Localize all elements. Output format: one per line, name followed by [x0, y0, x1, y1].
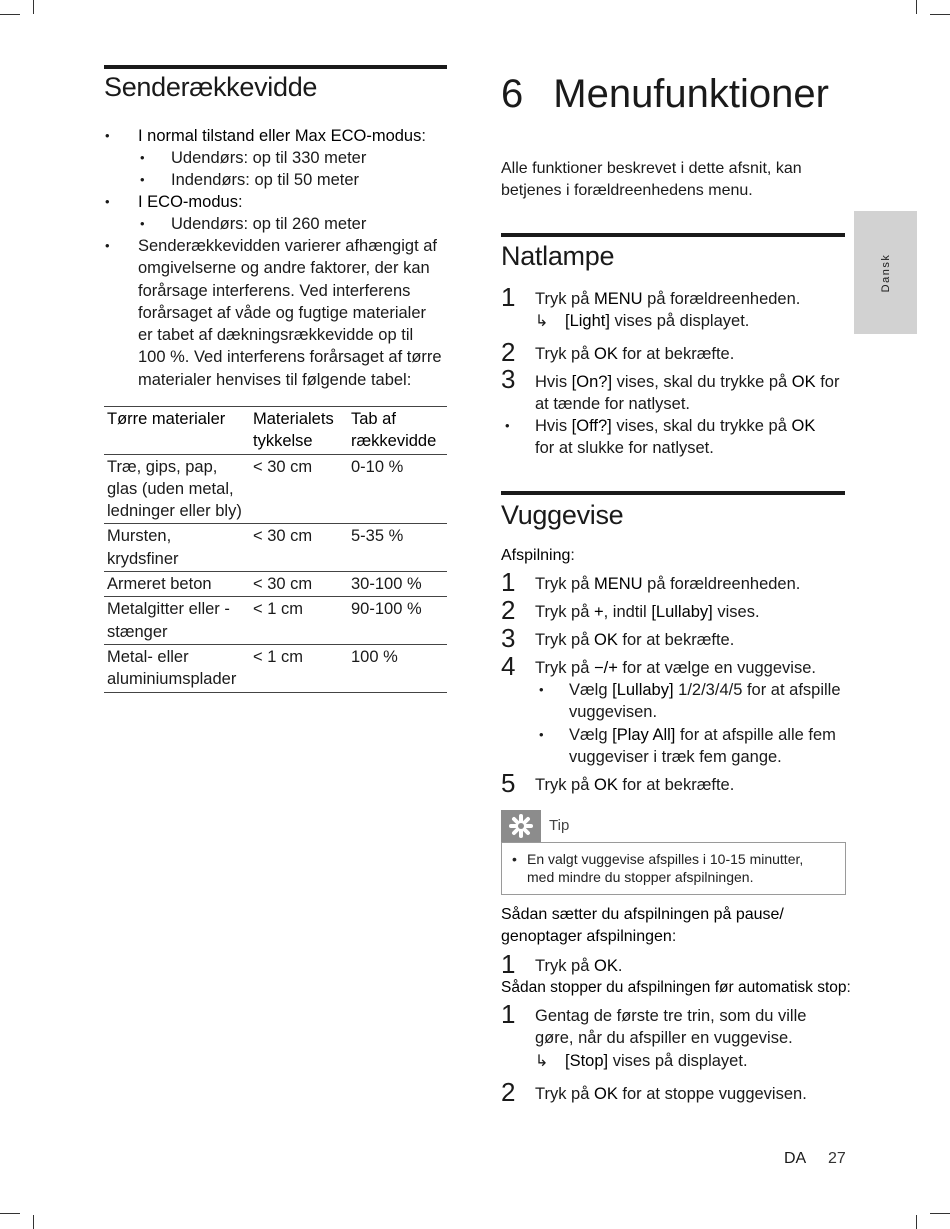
- bullet-dot: •: [105, 238, 110, 253]
- step-result: [Stop] vises på displayet.: [565, 1052, 748, 1070]
- paragraph-line: materialer henvises til følgende tabel:: [138, 370, 412, 389]
- crop-mark: [930, 14, 950, 15]
- step-number: 2: [501, 337, 516, 367]
- tip-icon: [501, 810, 541, 842]
- tip-header: [501, 810, 845, 842]
- table-cell: Metalgitter eller -stænger: [107, 600, 230, 641]
- paragraph-line: forårsage interferens. Ved interferens: [138, 281, 411, 300]
- section-heading-range: Senderækkevidde: [104, 72, 318, 102]
- step-number: 3: [501, 364, 516, 394]
- step-number: 5: [501, 768, 516, 798]
- table-cell: Armeret beton: [107, 575, 212, 594]
- table-row: [104, 644, 447, 692]
- crop-mark: [0, 14, 20, 15]
- result-arrow-icon: ↳: [535, 313, 549, 330]
- step-result: [Light] vises på displayet.: [565, 312, 750, 330]
- crop-mark: [33, 1215, 34, 1229]
- table-cell: 5-35 %: [351, 527, 404, 546]
- table-row: [104, 454, 447, 524]
- table-row: [104, 524, 447, 572]
- subheading-playback: Afspilning:: [501, 547, 575, 564]
- crop-mark: [916, 0, 917, 14]
- table-cell: 100 %: [351, 647, 398, 666]
- chapter-intro: [501, 158, 802, 203]
- step-text: Tryk på OK for at bekræfte.: [535, 631, 735, 649]
- table-cell: Metal- eller aluminiumsplader: [107, 647, 237, 689]
- section-rule: [501, 491, 845, 495]
- paragraph-line: er tabet af dækningsrækkevidde op til: [138, 326, 414, 345]
- step-number: 2: [501, 595, 516, 625]
- bullet-text: Hvis [Off?] vises, skal du trykke på OK for at slukke for natlyset.: [535, 417, 816, 458]
- step-number: 4: [501, 651, 516, 681]
- sub-bullet-dot: •: [140, 150, 145, 165]
- intro-line: betjenes i forældreenhedens menu.: [501, 182, 753, 200]
- step-text: Tryk på MENU på forældreenheden.: [535, 575, 801, 593]
- section-heading-nightlight: Natlampe: [501, 241, 615, 271]
- table-header: Tab af rækkevidde: [351, 410, 437, 451]
- step-text: Tryk på OK.: [535, 957, 623, 975]
- table-cell: 0-10 %: [351, 457, 404, 476]
- step-text: Tryk på +, indtil [Lullaby] vises.: [535, 603, 760, 621]
- sub-bullet-text: Vælg [Lullaby] 1/2/3/4/5 for at afspille vuggevisen.: [569, 681, 841, 722]
- table-cell: < 30 cm: [253, 527, 313, 546]
- chapter-number: 6: [501, 72, 524, 116]
- paragraph-line: forårsaget af våde og fugtige materialer: [138, 303, 427, 322]
- table-cell: < 1 cm: [253, 600, 303, 619]
- sub-bullet-dot: •: [140, 216, 145, 231]
- step-number: 2: [501, 1077, 516, 1107]
- crop-mark: [930, 1213, 950, 1214]
- step-text: Hvis [On?] vises, skal du trykke på OK for at tænde for natlyset.: [535, 373, 840, 414]
- step-number: 1: [501, 282, 516, 312]
- step-text: Tryk på OK for at bekræfte.: [535, 345, 735, 363]
- crop-mark: [916, 1215, 917, 1229]
- paragraph-line: omgivelserne og andre faktorer, der kan: [138, 259, 430, 278]
- table-cell: Træ, gips, pap, glas (uden metal, ledninger eller bly): [107, 457, 242, 521]
- table-cell: 30-100 %: [351, 575, 422, 594]
- table-header: Materialets tykkelse: [253, 410, 334, 451]
- step-number: 1: [501, 567, 516, 597]
- table-header: Tørre materialer: [107, 410, 226, 428]
- step-text: Tryk på OK for at stoppe vuggevisen.: [535, 1085, 807, 1103]
- step-number: 1: [501, 949, 516, 979]
- result-arrow-icon: ↳: [535, 1053, 549, 1070]
- section-heading-lullaby: Vuggevise: [501, 500, 624, 530]
- crop-mark: [33, 0, 34, 14]
- table-cell: Mursten, krydsfiner: [107, 527, 179, 568]
- bullet-eco-mode: I ECO-modus:: [138, 193, 243, 211]
- dry-materials-table: [104, 406, 447, 693]
- step-text: Tryk på MENU på forældreenheden.: [535, 290, 801, 308]
- step-number: 1: [501, 999, 516, 1029]
- step-text: Gentag de første tre trin, som du ville gøre, når du afspiller en vuggevise.: [535, 1007, 807, 1048]
- sub-bullet-dot: •: [539, 727, 544, 742]
- intro-line: Alle funktioner beskrevet i dette afsnit, kan: [501, 160, 802, 177]
- sub-bullet-eco-outdoor: Udendørs: op til 260 meter: [171, 215, 367, 233]
- subheading-stop: Sådan stopper du afspilningen før automatisk stop:: [501, 979, 851, 996]
- table-cell: < 30 cm: [253, 457, 313, 476]
- chapter-name: Menufunktioner: [553, 72, 829, 116]
- chapter-title: [501, 70, 829, 118]
- subheading-pause: Sådan sætter du afspilningen på pause/ genoptager afspilningen:: [501, 906, 784, 946]
- page-number: 27: [828, 1150, 846, 1167]
- sub-bullet-outdoor: Udendørs: op til 330 meter: [171, 149, 367, 167]
- sub-bullet-dot: •: [140, 172, 145, 187]
- step-text: Tryk på OK for at bekræfte.: [535, 776, 735, 794]
- paragraph-line: 100 %. Ved interferens forårsaget af tørre: [138, 348, 442, 367]
- paragraph-line: Senderækkevidden varierer afhængigt af: [138, 237, 438, 255]
- bullet-dot: •: [505, 418, 510, 433]
- bullet-dot: •: [105, 128, 110, 143]
- table-cell: < 1 cm: [253, 647, 303, 666]
- range-paragraph: [138, 235, 442, 391]
- step-number: 3: [501, 623, 516, 653]
- section-rule: [501, 233, 845, 237]
- table-header-row: [104, 407, 447, 455]
- bullet-normal-mode: I normal tilstand eller Max ECO-modus:: [138, 127, 426, 145]
- language-side-tab: [854, 211, 917, 334]
- table-cell: < 30 cm: [253, 575, 313, 594]
- sub-bullet-text: Vælg [Play All] for at afspille alle fem vuggeviser i træk fem gange.: [569, 726, 836, 767]
- tip-box: [501, 842, 846, 895]
- step-text: Tryk på −/+ for at vælge en vuggevise.: [535, 659, 816, 677]
- table-cell: 90-100 %: [351, 600, 422, 619]
- footer-language: DA: [784, 1150, 807, 1167]
- table-row: [104, 597, 447, 645]
- sub-bullet-dot: •: [539, 682, 544, 697]
- table-row: [104, 572, 447, 597]
- bullet-dot: •: [105, 194, 110, 209]
- tip-label: Tip: [549, 817, 570, 834]
- tip-text: • En valgt vuggevise afspilles i 10-15 minutter, med mindre du stopper afspilningen.: [512, 851, 804, 885]
- section-rule: [104, 65, 447, 69]
- language-side-tab-label: Dansk: [879, 253, 892, 292]
- sub-bullet-indoor: Indendørs: op til 50 meter: [171, 171, 360, 189]
- crop-mark: [0, 1213, 20, 1214]
